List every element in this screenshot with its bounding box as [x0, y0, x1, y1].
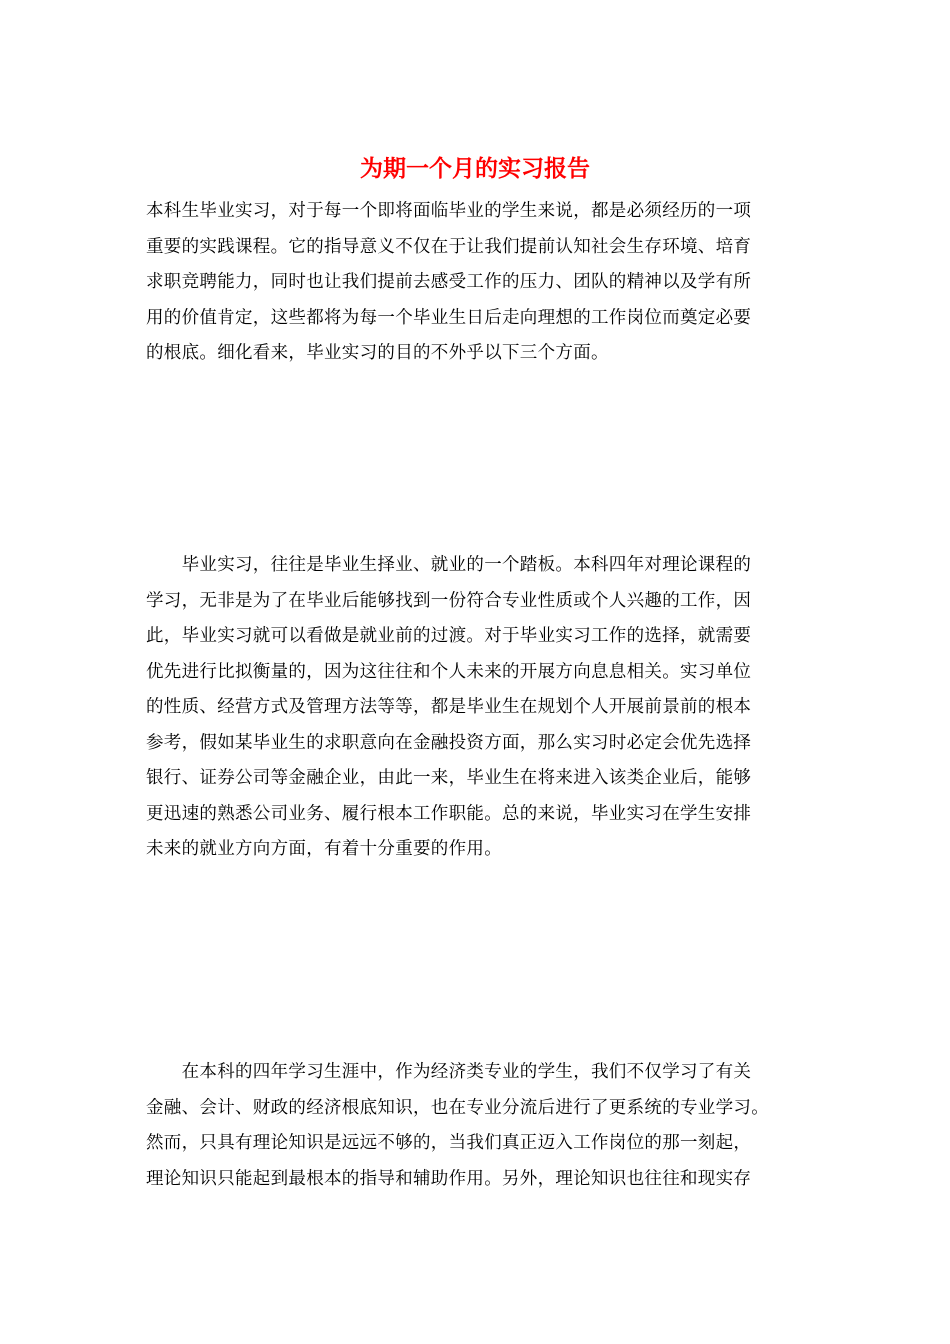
paragraph-line: 银行、证券公司等金融企业，由此一来，毕业生在将来进入该类企业后，能够	[146, 768, 752, 788]
paragraph-1	[146, 194, 806, 372]
paragraph-line: 参考，假如某毕业生的求职意向在金融投资方面，那么实习时必定会优先选择	[146, 732, 752, 753]
paragraph-line: 理论知识只能起到最根本的指导和辅助作用。另外，理论知识也往往和现实存	[146, 1168, 752, 1189]
paragraph-line: 然而，只具有理论知识是远远不够的，当我们真正迈入工作岗位的那一刻起，	[146, 1133, 752, 1153]
paragraph-line: 求职竞聘能力，同时也让我们提前去感受工作的压力、团队的精神以及学有所	[146, 272, 752, 292]
paragraph-3	[146, 1055, 806, 1197]
paragraph-line: 的根底。细化看来，毕业实习的目的不外乎以下三个方面。	[146, 343, 609, 363]
paragraph-line: 此，毕业实习就可以看做是就业前的过渡。对于毕业实习工作的选择，就需要	[146, 626, 752, 646]
paragraph-line: 的性质、经营方式及管理方法等等，都是毕业生在规划个人开展前景前的根本	[146, 697, 752, 717]
paragraph-line: 优先进行比拟衡量的，因为这往往和个人未来的开展方向息息相关。实习单位	[146, 661, 752, 682]
paragraph-line: 本科生毕业实习，对于每一个即将面临毕业的学生来说，都是必须经历的一项	[146, 201, 752, 221]
paragraph-line: 金融、会计、财政的经济根底知识，也在专业分流后进行了更系统的专业学习。	[146, 1097, 769, 1118]
paragraph-line: 用的价值肯定，这些都将为每一个毕业生日后走向理想的工作岗位而奠定必要	[146, 307, 752, 328]
paragraph-line: 毕业实习，往往是毕业生择业、就业的一个踏板。本科四年对理论课程的	[146, 555, 752, 575]
paragraph-line: 更迅速的熟悉公司业务、履行根本工作职能。总的来说，毕业实习在学生安排	[146, 803, 752, 824]
paragraph-line: 在本科的四年学习生涯中，作为经济类专业的学生，我们不仅学习了有关	[146, 1062, 752, 1082]
paragraph-2	[146, 548, 806, 868]
paragraph-line: 重要的实践课程。它的指导意义不仅在于让我们提前认知社会生存环境、培育	[146, 236, 752, 257]
document-title: 为期一个月的实习报告	[360, 155, 590, 182]
paragraph-line: 学习，无非是为了在毕业后能够找到一份符合专业性质或个人兴趣的工作，因	[146, 590, 752, 611]
paragraph-line: 未来的就业方向方面，有着十分重要的作用。	[146, 839, 502, 859]
